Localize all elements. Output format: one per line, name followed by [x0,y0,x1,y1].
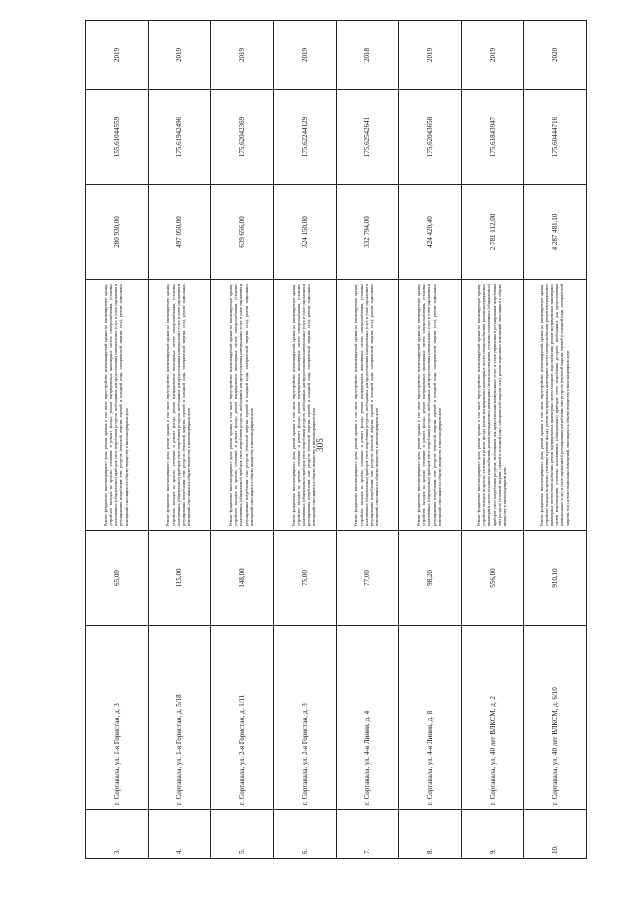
row-address: г. Сортавала, ул. 40 лет ВЛКСМ, д. 2 [461,626,524,810]
row-year: 2020 [524,21,587,90]
row-works: Ремонт фундамента многоквартирного дома, ремонт крыши, в том числе переустройство невентилируемой крыши на вентилируемую крышу, устройство выходов на кровлю, утепление и ремонт фасада, ремонт внутридомовых инженерных систем электроснабжения, установка коллективных (общедомовых) приборов учета потребления ресурсов, необходимых для предоставления коммунальных услуг, и узлов управления и регулирования потребления этих ресурсов (тепловой энергии, горячей и холодной воды, электрической энергии, газа), ремонт подвальных помещений, относящихся к общему имуществу в многоквартирном доме [336,280,399,531]
row-cost: 324 150,00 [273,185,336,280]
row-area: 910,10 [524,531,587,626]
row-works: Ремонт фундамента многоквартирного дома, ремонт крыши, в том числе переустройство невентилируемой крыши на вентилируемую крышу, устройство выходов на кровлю, утепление и ремонт фасада, ремонт внутридомовых инженерных систем электроснабжения, установка коллективных (общедомовых) приборов учета потребления ресурсов, необходимых для предоставления коммунальных услуг, и узлов управления и регулирования потребления этих ресурсов (тепловой энергии, горячей и холодной воды, электрической энергии, газа), ремонт подвальных помещений, относящихся к общему имуществу в многоквартирном доме [148,280,211,531]
row-address: г. Сортавала, ул. 4-я Линия, д. 8 [399,626,462,810]
row-number: 8. [399,810,462,859]
row-area: 98,20 [399,531,462,626]
row-works: Ремонт фундамента многоквартирного дома, ремонт крыши, в том числе переустройство невентилируемой крыши на вентилируемую крышу, устройство выходов на кровлю, утепление и ремонт фасада, ремонт внутридомовых инженерных систем электроснабжения, установка коллективных (общедомовых) приборов учета потребления ресурсов, необходимых для предоставления коммунальных услуг, и узлов управления и регулирования потребления этих ресурсов (тепловой энергии, горячей и холодной воды, электрической энергии, газа), ремонт подвальных помещений, относящихся к общему имуществу в многоквартирном доме [211,280,274,531]
row-year: 2019 [211,21,274,90]
rotated-table-frame [85,48,587,859]
row-address: г. Сортавала, ул. 2-я Гористая, д. 3 [273,626,336,810]
table-row [86,21,149,859]
row-cost: 639 656,00 [211,185,274,280]
row-number: 6. [273,810,336,859]
row-rate: 175,60444716 [524,90,587,185]
row-area: 556,00 [461,531,524,626]
row-rate: 175,61942496 [148,90,211,185]
row-cost: 4 287 481,10 [524,185,587,280]
row-number: 7. [336,810,399,859]
row-area: 115,00 [148,531,211,626]
row-number: 9. [461,810,524,859]
table-row [211,21,274,859]
row-cost: 424 420,40 [399,185,462,280]
table-row [399,21,462,859]
row-year: 2019 [399,21,462,90]
row-address: г. Сортавала, ул. 4-я Линия, д. 4 [336,626,399,810]
row-year: 2019 [148,21,211,90]
row-works: Ремонт фундамента многоквартирного дома, ремонт крыши, в том числе переустройство невентилируемой крыши на вентилируемую крышу, устройство выходов на кровлю, утепление и ремонт фасада, ремонт внутридомовых инженерных систем электроснабжения, ремонт внутридомовых инженерных систем холодного водоснабжения, ремонт внутридомовых инженерных систем водоотведения, установка коллективных (общедомовых) приборов учета потребления ресурсов, необходимых для предоставления коммунальных услуг, и узлов управления и регулирования потребления этих ресурсов (тепловой энергии, горячей и холодной воды, электрической энергии, газа), ремонт подвальных помещений, относящихся к общему имуществу в многоквартирном доме [461,280,524,531]
row-year: 2019 [461,21,524,90]
row-rate: 175,62043658 [399,90,462,185]
row-cost: 497 050,00 [148,185,211,280]
row-rate: 175,61843947 [461,90,524,185]
row-area: 65,00 [86,531,149,626]
row-year: 2019 [273,21,336,90]
row-number: 4. [148,810,211,859]
row-rate: 175,62042369 [211,90,274,185]
row-number: 10. [524,810,587,859]
row-works: Ремонт фундамента многоквартирного дома, ремонт крыши, в том числе переустройство невентилируемой крыши на вентилируемую крышу, устройство выходов на кровлю, утепление и ремонт фасада, ремонт внутридомовых инженерных систем электроснабжения, ремонт внутридомовых инженерных систем теплоснабжения, ремонт внутридомовых инженерных систем холодного водоснабжения, ремонт внутридомовых инженерных систем водоотведения, установка коллективных (общедомовых) приборов учета потребления ресурсов, необходимых для предоставления коммунальных услуг, и узлов управления и регулирования потребления этих ресурсов (тепловой энергии, горячей и холодной воды, электрической энергии, газа), ремонт подвальных помещений, относящихся к общему имуществу в многоквартирном доме [524,280,587,531]
row-cost: 280 930,00 [86,185,149,280]
row-address: г. Сортавала, ул. 1-я Гористая, д. 3 [86,626,149,810]
row-address: г. Сортавала, ул. 1-я Гористая, д. 5/18 [148,626,211,810]
page-number: 305 [315,438,325,452]
table-row [148,21,211,859]
row-number: 5. [211,810,274,859]
row-rate: 175,62244129 [273,90,336,185]
rotated-table-area [85,48,587,859]
row-cost: 2 781 112,00 [461,185,524,280]
table-row [461,21,524,859]
row-cost: 332 794,00 [336,185,399,280]
row-works: Ремонт фундамента многоквартирного дома, ремонт крыши, в том числе переустройство невентилируемой крыши на вентилируемую крышу, устройство выходов на кровлю, утепление и ремонт фасада, ремонт внутридомовых инженерных систем электроснабжения, установка коллективных (общедомовых) приборов учета потребления ресурсов, необходимых для предоставления коммунальных услуг, и узлов управления и регулирования потребления этих ресурсов (тепловой энергии, горячей и холодной воды, электрической энергии, газа), ремонт подвальных помещений, относящихся к общему имуществу в многоквартирном доме [273,280,336,531]
table-row [336,21,399,859]
table-row [273,21,336,859]
row-year: 2019 [86,21,149,90]
row-rate: 155,61044559 [86,90,149,185]
row-address: г. Сортавала, ул. 40 лет ВЛКСМ, д. 6/10 [524,626,587,810]
row-works: Ремонт фундамента многоквартирного дома, ремонт крыши, в том числе переустройство невентилируемой крыши на вентилируемую крышу, устройство выходов на кровлю, утепление и ремонт фасада, ремонт внутридомовых инженерных систем электроснабжения, установка коллективных (общедомовых) приборов учета потребления ресурсов, необходимых для предоставления коммунальных услуг, и узлов управления и регулирования потребления этих ресурсов (тепловой энергии, горячей и холодной воды, электрической энергии, газа), ремонт подвальных помещений, относящихся к общему имуществу в многоквартирном доме [399,280,462,531]
row-area: 148,00 [211,531,274,626]
row-address: г. Сортавала, ул. 2-я Гористая, д. 1/11 [211,626,274,810]
row-works: Ремонт фундамента многоквартирного дома, ремонт крыши, в том числе переустройство невентилируемой крыши на вентилируемую крышу, устройство выходов на кровлю, утепление и ремонт фасада, ремонт внутридомовых инженерных систем электроснабжения, установка коллективных (общедомовых) приборов учета потребления ресурсов, необходимых для предоставления коммунальных услуг, и узлов управления и регулирования потребления этих ресурсов (тепловой энергии, горячей и холодной воды, электрической энергии, газа), ремонт подвальных помещений, относящихся к общему имуществу в многоквартирном доме [86,280,149,531]
row-area: 77,00 [336,531,399,626]
row-area: 75,00 [273,531,336,626]
table-row [524,21,587,859]
row-number: 3. [86,810,149,859]
row-rate: 175,62542641 [336,90,399,185]
capital-repair-table [85,20,587,859]
row-year: 2018 [336,21,399,90]
